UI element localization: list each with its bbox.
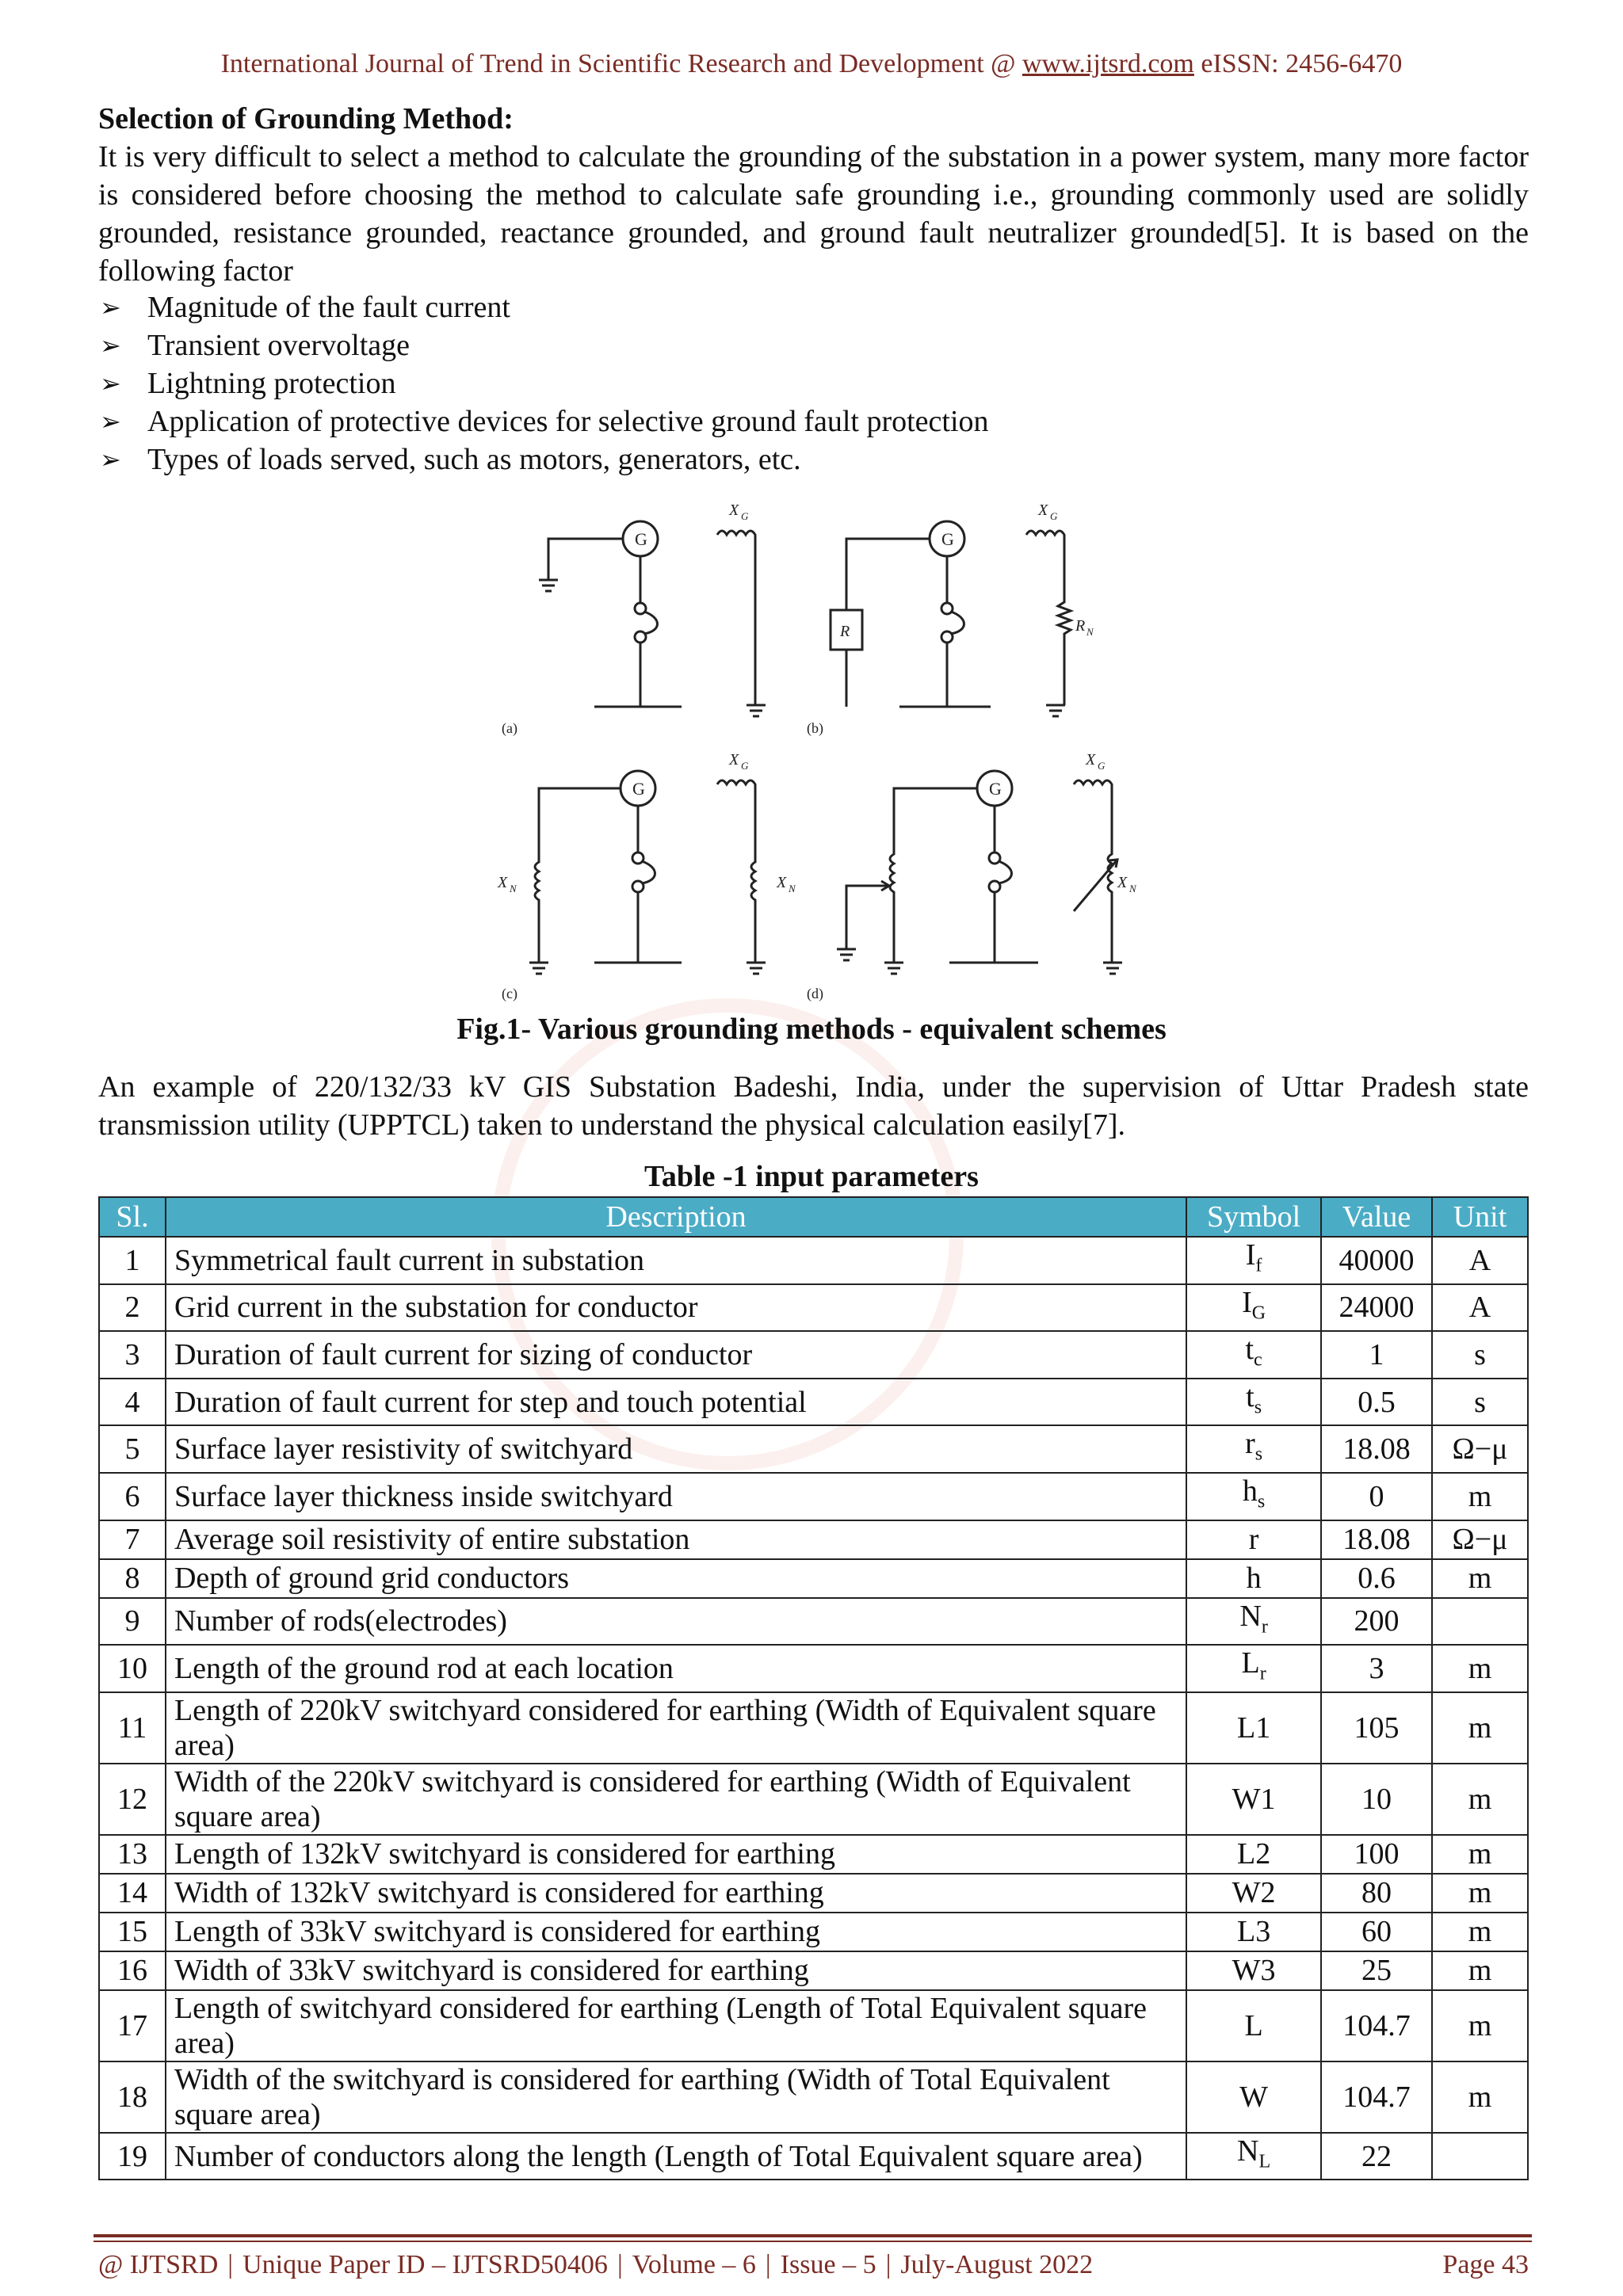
cell-description: Number of rods(electrodes) [166,1598,1186,1646]
svg-text:G: G [989,779,1002,799]
symbol-main: N [1239,1599,1262,1633]
section-title: Selection of Grounding Method: [98,102,514,135]
cell-unit: Ω−μ [1432,1425,1528,1473]
svg-text:G: G [635,529,647,549]
table-row [99,1520,1528,1559]
cell-sl: 7 [99,1520,166,1559]
table-header-row [99,1197,1528,1237]
cell-symbol [1186,1473,1321,1520]
cell-symbol [1186,1913,1321,1951]
cell-description: Length of 33kV switchyard is considered for earthing [166,1913,1186,1951]
list-item: ➢ Magnitude of the fault current [98,288,1529,326]
table-row [99,1764,1528,1835]
cell-symbol [1186,1835,1321,1874]
arrow-bullet-icon: ➢ [100,445,121,474]
cell-description: Length of 132kV switchyard is considered for earthing [166,1835,1186,1874]
table-row [99,2061,1528,2133]
cell-value: 0.6 [1321,1559,1432,1598]
cell-unit: m [1432,1645,1528,1692]
symbol-main: h [1242,1474,1258,1508]
scheme-a-solid-ground [502,502,766,737]
cell-value: 3 [1321,1645,1432,1692]
table-row [99,1951,1528,1990]
cell-sl: 11 [99,1692,166,1764]
page-number: Page 43 [1442,2250,1529,2279]
table-body [99,1237,1528,2180]
symbol-subscript: s [1257,1491,1266,1512]
cell-description: Depth of ground grid conductors [166,1559,1186,1598]
cell-sl: 12 [99,1764,166,1835]
cell-symbol [1186,1284,1321,1332]
symbol-subscript: s [1254,1397,1262,1418]
svg-text:R: R [840,623,850,640]
svg-text:G: G [632,779,645,799]
col-header-unit: Unit [1432,1197,1528,1237]
cell-value: 60 [1321,1913,1432,1951]
col-header-description: Description [166,1197,1186,1237]
cell-symbol [1186,1645,1321,1692]
cell-unit: m [1432,1874,1528,1913]
cell-value: 22 [1321,2133,1432,2180]
col-header-value: Value [1321,1197,1432,1237]
symbol-main: L [1241,1646,1260,1680]
cell-description: Surface layer resistivity of switchyard [166,1425,1186,1473]
cell-unit: m [1432,1692,1528,1764]
arrow-bullet-icon: ➢ [100,293,121,322]
cell-symbol [1186,1951,1321,1990]
cell-unit: m [1432,1913,1528,1951]
symbol-main: L [1244,2008,1263,2042]
cell-value: 18.08 [1321,1425,1432,1473]
cell-value: 104.7 [1321,2061,1432,2133]
cell-unit [1432,2133,1528,2180]
symbol-main: W2 [1232,1876,1276,1910]
svg-text:G: G [741,760,749,772]
cell-symbol [1186,1990,1321,2061]
cell-value: 1 [1321,1331,1432,1379]
cell-unit: m [1432,1559,1528,1598]
factor-list [98,288,1529,479]
svg-text:(d): (d) [807,986,823,1001]
list-item: ➢ Application of protective devices for selective ground fault protection [98,402,1529,441]
cell-description: Width of 33kV switchyard is considered for earthing [166,1951,1186,1990]
cell-symbol [1186,1379,1321,1426]
table-row [99,1237,1528,1284]
cell-sl: 9 [99,1598,166,1646]
cell-unit: Ω−μ [1432,1520,1528,1559]
cell-description: Width of the 220kV switchyard is considered for earthing (Width of Equivalent square area) [166,1764,1186,1835]
cell-symbol [1186,1764,1321,1835]
svg-text:G: G [741,510,749,522]
arrow-bullet-icon: ➢ [100,407,121,436]
footer-info: @ IJTSRD | Unique Paper ID – IJTSRD50406 | Volume – 6 | Issue – 5 | July-August 2022 [98,2250,1094,2279]
cell-unit: m [1432,1951,1528,1990]
footer-rule [94,2234,1532,2237]
symbol-main: W1 [1232,1782,1276,1816]
table-row [99,1473,1528,1520]
cell-unit: m [1432,1473,1528,1520]
col-header-symbol: Symbol [1186,1197,1321,1237]
table-row [99,1913,1528,1951]
grounding-schemes-figure [491,491,1141,1006]
cell-sl: 18 [99,2061,166,2133]
cell-sl: 8 [99,1559,166,1598]
cell-sl: 13 [99,1835,166,1874]
cell-description: Average soil resistivity of entire substation [166,1520,1186,1559]
cell-symbol [1186,1874,1321,1913]
table-row [99,1692,1528,1764]
cell-unit: s [1432,1379,1528,1426]
cell-unit: m [1432,1990,1528,2061]
journal-issn: eISSN: 2456-6470 [1201,49,1403,78]
cell-value: 80 [1321,1874,1432,1913]
table-row [99,1331,1528,1379]
cell-description: Symmetrical fault current in substation [166,1237,1186,1284]
symbol-main: W [1239,2080,1269,2114]
scheme-b-resistance-ground [807,502,1094,737]
cell-value: 100 [1321,1835,1432,1874]
svg-text:G: G [1050,510,1058,522]
svg-text:X: X [1038,502,1048,519]
cell-description: Width of 132kV switchyard is considered for earthing [166,1874,1186,1913]
col-header-sl: Sl. [99,1197,166,1237]
symbol-subscript: L [1258,2151,1271,2172]
svg-text:(c): (c) [502,986,517,1001]
symbol-main: L3 [1236,1915,1271,1949]
symbol-subscript: G [1251,1302,1266,1324]
cell-value: 0 [1321,1473,1432,1520]
cell-value: 105 [1321,1692,1432,1764]
table-row [99,1425,1528,1473]
svg-text:G: G [941,529,954,549]
cell-symbol [1186,1559,1321,1598]
cell-description: Length of 220kV switchyard considered for earthing (Width of Equivalent square area) [166,1692,1186,1764]
cell-symbol [1186,1331,1321,1379]
cell-sl: 16 [99,1951,166,1990]
cell-description: Grid current in the substation for conductor [166,1284,1186,1332]
svg-text:N: N [1129,883,1136,894]
symbol-main: L2 [1236,1837,1271,1871]
footer-rule-thin [94,2241,1532,2242]
table-row [99,1559,1528,1598]
cell-sl: 10 [99,1645,166,1692]
svg-text:(b): (b) [807,720,823,736]
cell-description: Duration of fault current for step and touch potential [166,1379,1186,1426]
cell-sl: 17 [99,1990,166,2061]
table-row [99,1835,1528,1874]
cell-unit [1432,1598,1528,1646]
cell-description: Length of the ground rod at each location [166,1645,1186,1692]
arrow-bullet-icon: ➢ [100,369,121,398]
cell-description: Number of conductors along the length (Length of Total Equivalent square area) [166,2133,1186,2180]
symbol-main: N [1237,2134,1259,2168]
journal-header [0,49,1623,79]
scheme-c-reactance-ground [497,751,796,1002]
cell-symbol [1186,2061,1321,2133]
scheme-d-neutralizer-ground [807,751,1137,1002]
cell-symbol [1186,1520,1321,1559]
cell-sl: 19 [99,2133,166,2180]
cell-sl: 5 [99,1425,166,1473]
cell-sl: 6 [99,1473,166,1520]
svg-text:R: R [1075,617,1086,635]
symbol-subscript: r [1259,1663,1266,1684]
svg-text:X: X [1086,751,1096,769]
cell-unit: A [1432,1237,1528,1284]
symbol-subscript: s [1254,1444,1263,1465]
journal-url-link[interactable]: www.ijtsrd.com [1022,49,1194,78]
svg-text:X: X [729,502,739,519]
cell-symbol [1186,1692,1321,1764]
intro-paragraph: It is very difficult to select a method to calculate the grounding of the substation in a power system, many more factor is considered before choosing the method to calculate safe grounding i.e., grounding commonly used are solidly grounded, resistance grounded, reactance grounded, and ground fault neutralizer grounded[5]. It is based on the following factor [98,140,1529,288]
cell-symbol [1186,1237,1321,1284]
table-row [99,1645,1528,1692]
list-item: ➢ Types of loads served, such as motors, generators, etc. [98,441,1529,479]
table-row [99,1990,1528,2061]
cell-unit: m [1432,1835,1528,1874]
cell-symbol [1186,1425,1321,1473]
cell-symbol [1186,2133,1321,2180]
cell-description: Width of the switchyard is considered for earthing (Width of Total Equivalent square area) [166,2061,1186,2133]
input-parameters-table [98,1196,1529,2180]
cell-description: Surface layer thickness inside switchyard [166,1473,1186,1520]
footer-issue: Issue – 5 [780,2250,876,2279]
table-row [99,1874,1528,1913]
symbol-main: r [1245,1427,1255,1461]
footer-volume: Volume – 6 [632,2250,756,2279]
svg-text:G: G [1098,760,1106,772]
symbol-main: t [1245,1333,1254,1367]
cell-value: 25 [1321,1951,1432,1990]
arrow-bullet-icon: ➢ [100,331,121,360]
cell-description: Length of switchyard considered for earthing (Length of Total Equivalent square area) [166,1990,1186,2061]
symbol-main: h [1246,1562,1262,1596]
table-row [99,1598,1528,1646]
cell-value: 104.7 [1321,1990,1432,2061]
symbol-main: t [1246,1379,1254,1413]
symbol-main: L1 [1236,1711,1271,1745]
svg-text:X: X [498,874,508,891]
journal-name: International Journal of Trend in Scientific Research and Development @ [220,49,1016,78]
example-paragraph: An example of 220/132/33 kV GIS Substation Badeshi, India, under the supervision of Uttar Pradesh state transmission utility (UPPTCL) taken to understand the physical calculation easily[7]. [98,1070,1529,1142]
symbol-subscript: f [1255,1255,1262,1276]
figure-caption: Fig.1- Various grounding methods - equivalent schemes [456,1013,1167,1046]
footer-paper-id: Unique Paper ID – IJTSRD50406 [242,2250,608,2279]
symbol-subscript: r [1261,1616,1268,1638]
cell-symbol [1186,1598,1321,1646]
cell-sl: 14 [99,1874,166,1913]
svg-text:(a): (a) [502,720,517,736]
symbol-main: I [1245,1238,1256,1272]
cell-unit: m [1432,2061,1528,2133]
table-row [99,1379,1528,1426]
cell-sl: 3 [99,1331,166,1379]
cell-sl: 2 [99,1284,166,1332]
svg-text:N: N [1086,626,1094,638]
cell-value: 40000 [1321,1237,1432,1284]
cell-value: 0.5 [1321,1379,1432,1426]
svg-text:N: N [789,883,796,894]
symbol-main: W3 [1232,1954,1276,1988]
footer-date: July-August 2022 [900,2250,1094,2279]
cell-value: 10 [1321,1764,1432,1835]
cell-value: 18.08 [1321,1520,1432,1559]
list-item: ➢ Transient overvoltage [98,326,1529,364]
table-row [99,2133,1528,2180]
list-item: ➢ Lightning protection [98,364,1529,402]
cell-value: 24000 [1321,1284,1432,1332]
cell-sl: 1 [99,1237,166,1284]
cell-unit: m [1432,1764,1528,1835]
svg-text:X: X [777,874,787,891]
symbol-main: I [1242,1285,1252,1319]
svg-text:X: X [729,751,739,769]
svg-text:X: X [1117,874,1128,891]
cell-sl: 4 [99,1379,166,1426]
cell-description: Duration of fault current for sizing of conductor [166,1331,1186,1379]
cell-sl: 15 [99,1913,166,1951]
page-footer [98,2250,1529,2280]
table-row [99,1284,1528,1332]
table-title: Table -1 input parameters [644,1160,979,1193]
svg-text:N: N [510,883,517,894]
footer-journal: @ IJTSRD [98,2250,219,2279]
symbol-subscript: c [1254,1349,1262,1371]
cell-unit: s [1432,1331,1528,1379]
symbol-main: r [1248,1523,1259,1557]
cell-value: 200 [1321,1598,1432,1646]
cell-unit: A [1432,1284,1528,1332]
